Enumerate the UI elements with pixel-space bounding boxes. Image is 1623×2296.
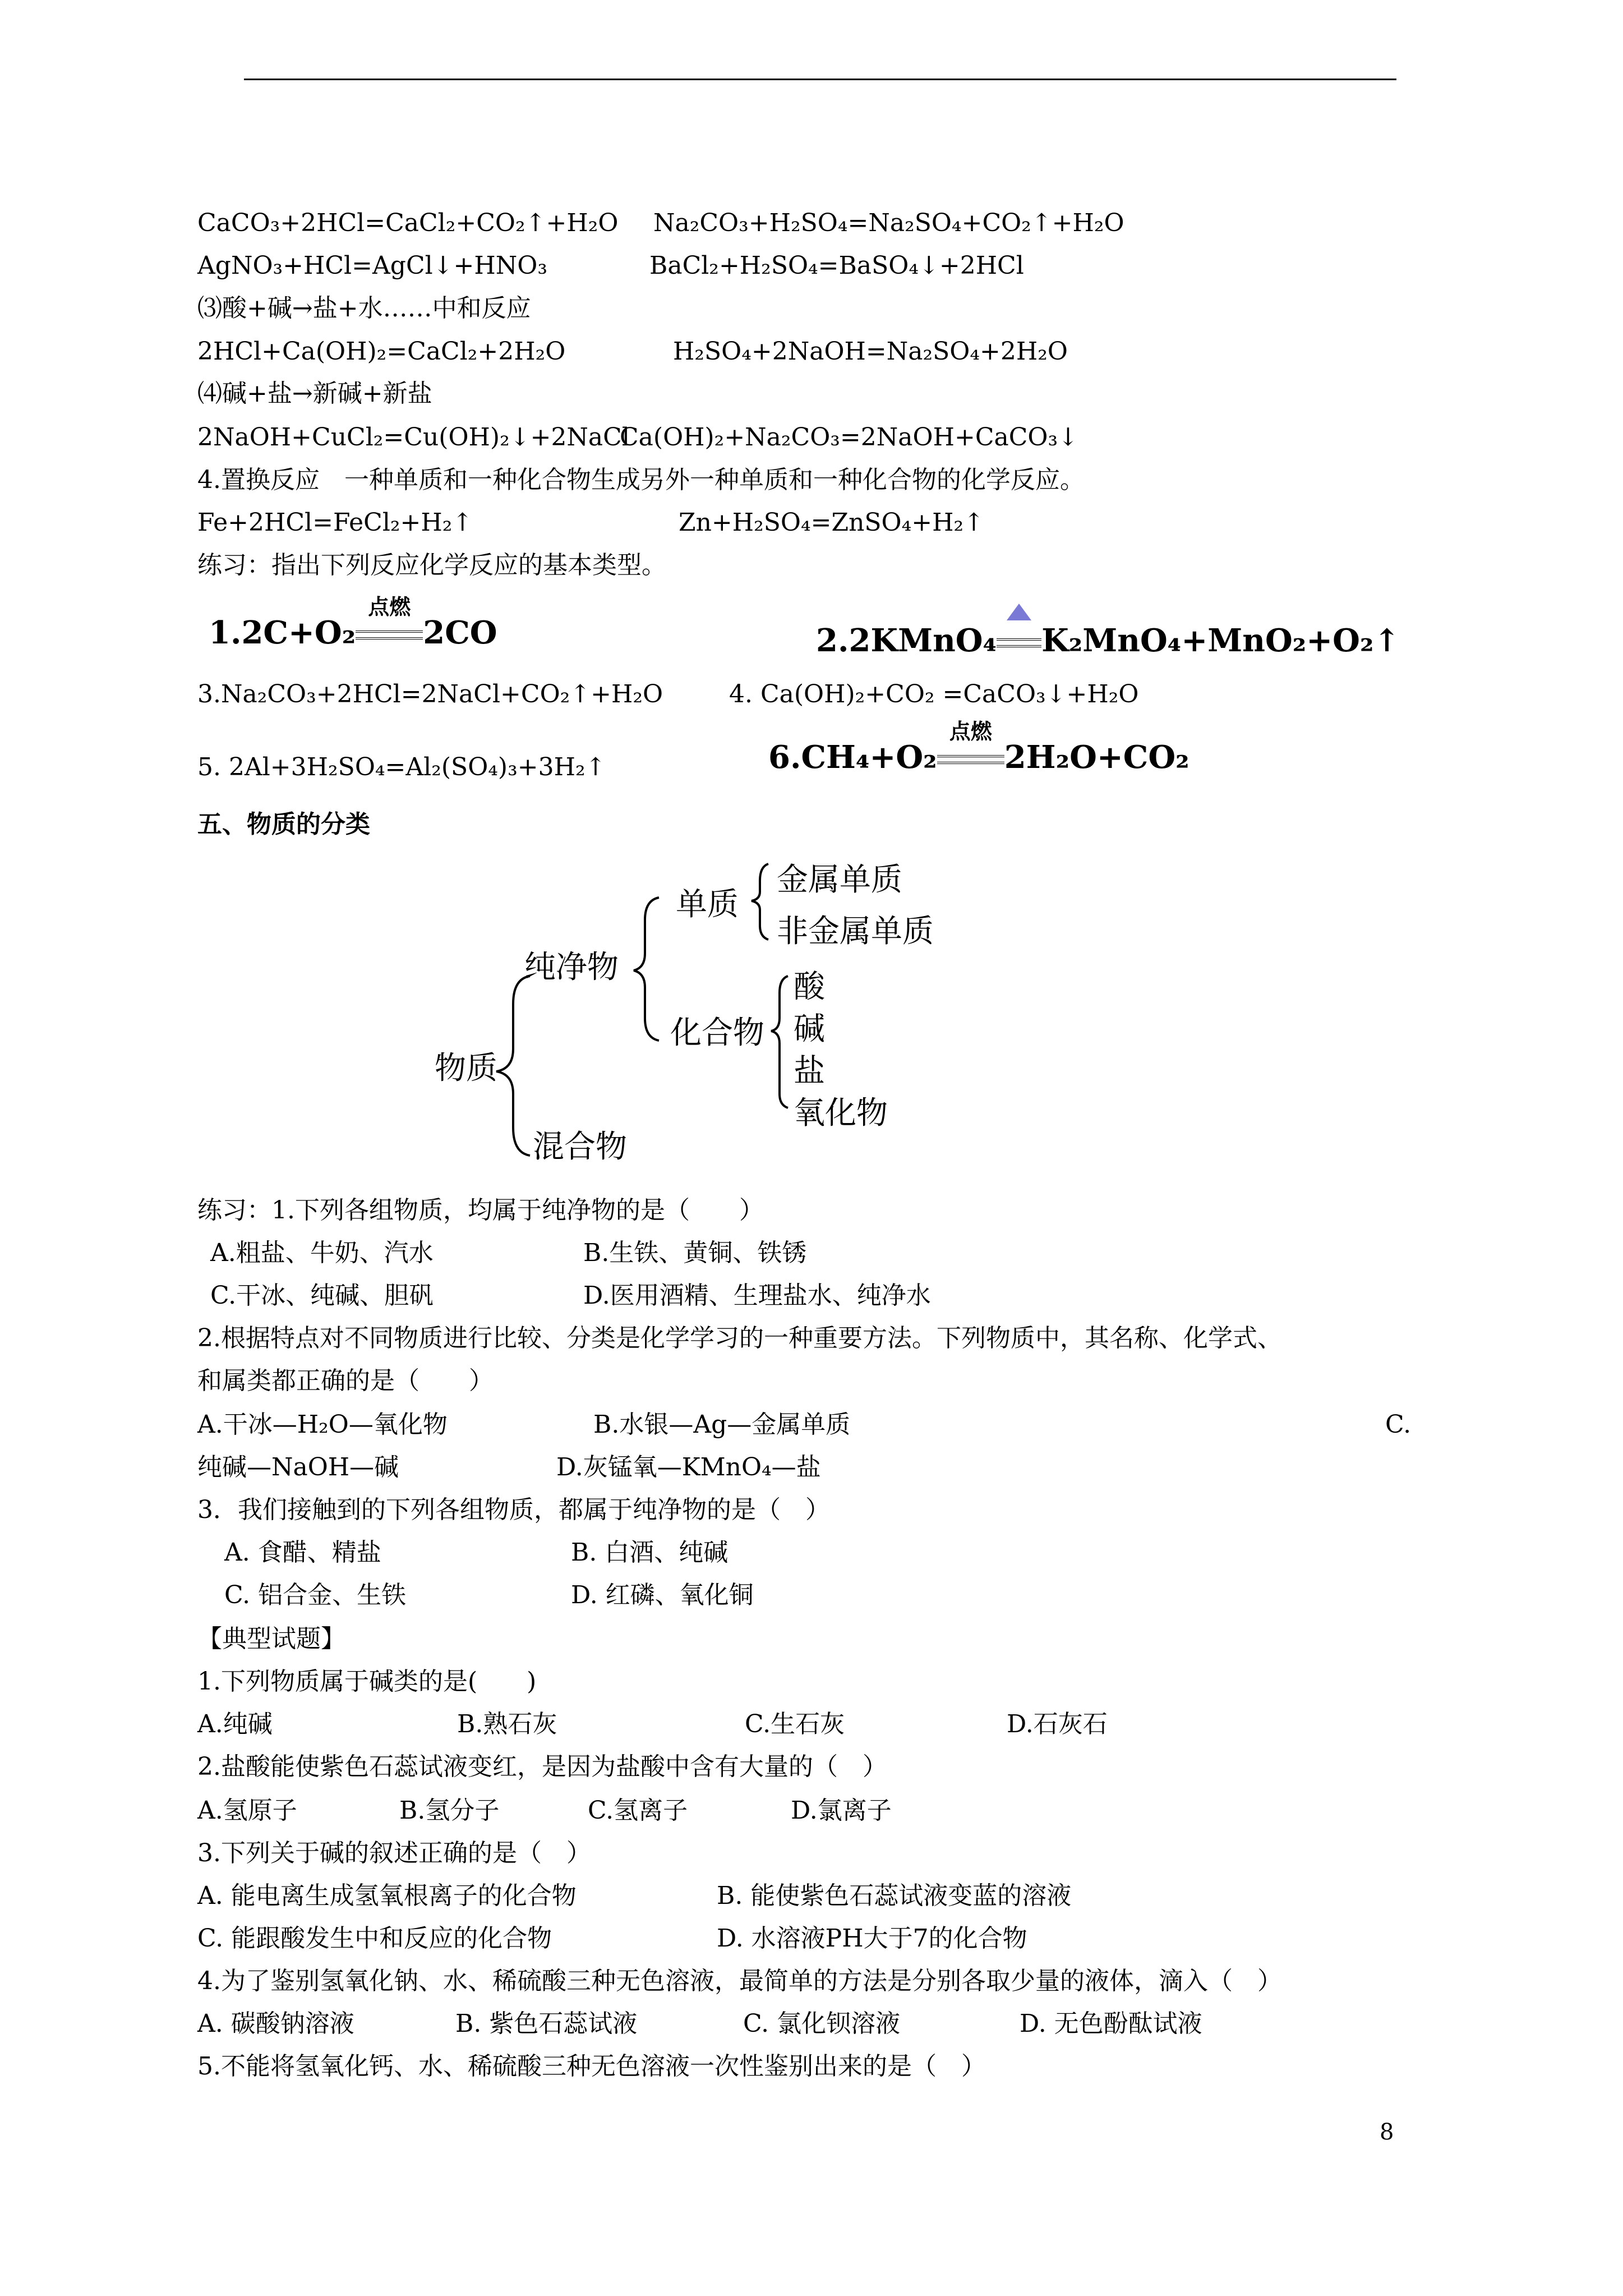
equation-line: Ca(OH)₂+Na₂CO₃=2NaOH+CaCO₃↓ <box>620 423 1078 452</box>
equation-line: 2HCl+Ca(OH)₂=CaCl₂+2H₂O <box>197 337 566 366</box>
diagram-acid: 酸 <box>794 969 825 1005</box>
option: C. <box>1385 1410 1412 1439</box>
eq1-left: 1.2C+O₂ <box>209 614 356 651</box>
diagram-base: 碱 <box>794 1011 825 1047</box>
question: 和属类都正确的是（ ） <box>197 1366 494 1395</box>
option: D. 水溶液PH大于7的化合物 <box>717 1924 1027 1953</box>
option: A.粗盐、牛奶、汽水 <box>210 1239 434 1267</box>
diagram-compound: 化合物 <box>670 1015 764 1051</box>
option: 纯碱—NaOH—碱 <box>197 1453 399 1481</box>
option: B.生铁、黄铜、铁锈 <box>583 1239 807 1267</box>
option: B. 能使紫色石蕊试液变蓝的溶液 <box>717 1881 1072 1910</box>
equation-line: H₂SO₄+2NaOH=Na₂SO₄+2H₂O <box>673 337 1068 366</box>
option: C. 能跟酸发生中和反应的化合物 <box>197 1924 552 1953</box>
eq1-right: 2CO <box>423 614 497 651</box>
eq1-condition: 点燃 <box>368 594 411 619</box>
text-line: ⑷碱+盐→新碱+新盐 <box>197 379 432 408</box>
option: C. 铝合金、生铁 <box>224 1581 407 1609</box>
option: A.氢原子 <box>197 1796 297 1825</box>
option: A. 碳酸钠溶液 <box>197 2009 354 2038</box>
question: 1.下列物质属于碱类的是( ) <box>197 1667 537 1696</box>
page-number: 8 <box>1380 2119 1394 2145</box>
option: B. 白酒、纯碱 <box>571 1538 728 1567</box>
section-heading: 【典型试题】 <box>197 1625 345 1653</box>
text-line: 4.置换反应 一种单质和一种化合物生成另外一种单质和一种化合物的化学反应。 <box>197 466 1085 494</box>
question: 2.盐酸能使紫色石蕊试液变红，是因为盐酸中含有大量的（ ） <box>197 1752 887 1781</box>
option: C.氢离子 <box>588 1796 688 1825</box>
diagram-element: 单质 <box>676 886 739 923</box>
equation-line: 5. 2Al+3H₂SO₄=Al₂(SO₄)₃+3H₂↑ <box>197 753 606 781</box>
equation-line: BaCl₂+H₂SO₄=BaSO₄↓+2HCl <box>649 251 1024 280</box>
eq2-right: K₂MnO₄+MnO₂+O₂↑ <box>1041 622 1400 659</box>
option: A.纯碱 <box>197 1710 273 1738</box>
option: C. 氯化钡溶液 <box>743 2009 901 2038</box>
question: 5.不能将氢氧化钙、水、稀硫酸三种无色溶液一次性鉴别出来的是（ ） <box>197 2052 986 2081</box>
element-brace <box>751 864 768 940</box>
root-brace <box>496 976 530 1156</box>
equation-line: 4. Ca(OH)₂+CO₂ =CaCO₃↓+H₂O <box>729 680 1139 708</box>
option: A. 能电离生成氢氧根离子的化合物 <box>197 1881 577 1910</box>
option: A.干冰—H₂O—氧化物 <box>197 1410 448 1439</box>
equation-line: Fe+2HCl=FeCl₂+H₂↑ <box>197 508 473 537</box>
option: A. 食醋、精盐 <box>224 1538 381 1567</box>
diagram-metal: 金属单质 <box>777 862 902 898</box>
compound-brace <box>771 976 788 1108</box>
option: D.石灰石 <box>1007 1710 1108 1738</box>
question: 练习：1.下列各组物质，均属于纯净物的是（ ） <box>197 1196 764 1225</box>
equation-line: CaCO₃+2HCl=CaCl₂+CO₂↑+H₂O <box>197 209 619 237</box>
pure-brace <box>634 898 659 1041</box>
diagram-oxide: 氧化物 <box>794 1095 888 1131</box>
option: B. 紫色石蕊试液 <box>455 2009 638 2038</box>
option: D. 无色酚酞试液 <box>1020 2009 1202 2038</box>
diagram-salt: 盐 <box>794 1053 825 1089</box>
option: B.熟石灰 <box>457 1710 557 1738</box>
equation-line: 3.Na₂CO₃+2HCl=2NaCl+CO₂↑+H₂O <box>197 680 663 708</box>
text-line: ⑶酸+碱→盐+水……中和反应 <box>197 294 531 323</box>
diagram-nonmetal: 非金属单质 <box>777 913 934 950</box>
question: 4.为了鉴别氢氧化钠、水、稀硫酸三种无色溶液，最简单的方法是分别各取少量的液体，滴入（ ） <box>197 1967 1282 1995</box>
question: 3.下列关于碱的叙述正确的是（ ） <box>197 1839 591 1867</box>
question: 2.根据特点对不同物质进行比较、分类是化学学习的一种重要方法。下列物质中，其名称、化学式、 <box>197 1324 1282 1352</box>
diagram-root: 物质 <box>435 1050 497 1087</box>
eq6-condition: 点燃 <box>949 719 992 744</box>
eq6-right: 2H₂O+CO₂ <box>1004 739 1189 776</box>
option: D. 红磷、氧化铜 <box>571 1581 754 1609</box>
section-heading: 五、物质的分类 <box>197 810 370 839</box>
option: D.灰锰氧—KMnO₄—盐 <box>556 1453 821 1481</box>
equation-line: Zn+H₂SO₄=ZnSO₄+H₂↑ <box>679 508 985 537</box>
question: 3．我们接触到的下列各组物质，都属于纯净物的是（ ） <box>197 1496 830 1524</box>
text-line: 练习：指出下列反应化学反应的基本类型。 <box>197 551 666 579</box>
option: C.干冰、纯碱、胆矾 <box>210 1281 434 1310</box>
option: D.医用酒精、生理盐水、纯净水 <box>583 1281 931 1310</box>
option: B.氢分子 <box>399 1796 500 1825</box>
equation-line: Na₂CO₃+H₂SO₄=Na₂SO₄+CO₂↑+H₂O <box>653 209 1124 237</box>
diagram-pure: 纯净物 <box>524 949 619 986</box>
equation-line: AgNO₃+HCl=AgCl↓+HNO₃ <box>197 251 547 280</box>
option: D.氯离子 <box>791 1796 892 1825</box>
eq6-left: 6.CH₄+O₂ <box>768 739 937 776</box>
eq2-left: 2.2KMnO₄ <box>816 622 997 659</box>
diagram-mixture: 混合物 <box>533 1129 627 1165</box>
option: C.生石灰 <box>745 1710 845 1738</box>
option: B.水银—Ag—金属单质 <box>593 1410 851 1439</box>
equation-line: 2NaOH+CuCl₂=Cu(OH)₂↓+2NaCl <box>197 423 630 452</box>
